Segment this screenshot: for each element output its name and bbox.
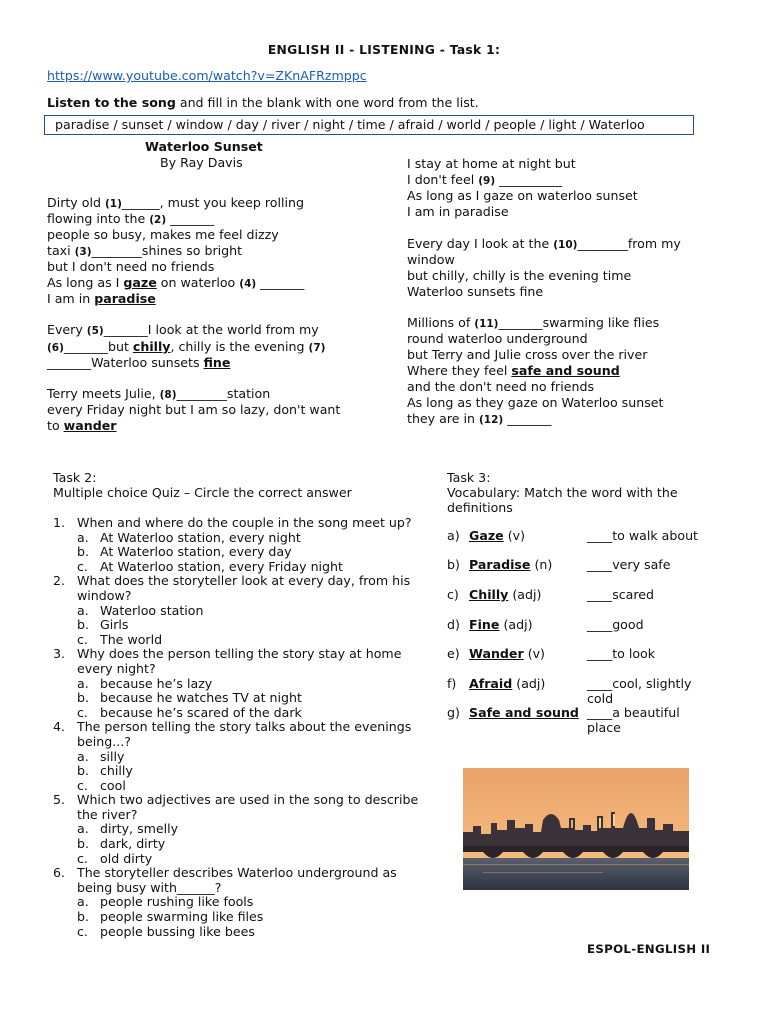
lyric-line: but chilly, chilly is the evening time bbox=[407, 268, 632, 283]
quiz-question: 6. The storyteller describes Waterloo underground as being busy with______? bbox=[53, 865, 397, 895]
lyric-line: I am in paradise bbox=[407, 204, 509, 219]
quiz-option[interactable]: a. because he’s lazy bbox=[77, 675, 213, 691]
lyric-line: but I don't need no friends bbox=[47, 259, 215, 274]
quiz-option[interactable]: b. because he watches TV at night bbox=[77, 690, 302, 706]
quiz-question: 3. Why does the person telling the story stay at home every night? bbox=[53, 646, 402, 676]
quiz-option[interactable]: c. old dirty bbox=[77, 850, 153, 866]
task3-heading: Task 3: bbox=[447, 470, 491, 485]
quiz-option[interactable]: c. The world bbox=[77, 631, 163, 647]
footer-label: ESPOL-ENGLISH II bbox=[587, 942, 711, 956]
lyric-line: but Terry and Julie cross over the river bbox=[407, 347, 648, 362]
quiz-question: 2. What does the storyteller look at every day, from his window? bbox=[53, 573, 411, 603]
vocab-list bbox=[447, 529, 717, 739]
lyric-line: I stay at home at night but bbox=[407, 156, 576, 171]
lyric-line: _______Waterloo sunsets fine bbox=[47, 355, 231, 370]
word-list-box: paradise / sunset / window / day / river / night / time / afraid / world / people / light / Waterloo bbox=[44, 115, 694, 135]
task2-subheading: Multiple choice Quiz – Circle the correct answer bbox=[53, 485, 352, 500]
lyric-line: I am in paradise bbox=[47, 291, 156, 306]
lyric-line: round waterloo underground bbox=[407, 331, 588, 346]
lyric-line: flowing into the (2) _______ bbox=[47, 211, 215, 226]
vocab-row: b) Paradise (n) ____very safe bbox=[447, 557, 671, 572]
london-sunset-photo bbox=[463, 768, 689, 890]
lyric-line: taxi (3)________shines so bright bbox=[47, 243, 243, 258]
lyric-line: As long as they gaze on Waterloo sunset bbox=[407, 395, 664, 410]
task3-subheading: Vocabulary: Match the word with the definitions bbox=[447, 485, 678, 515]
quiz-option[interactable]: a. people rushing like fools bbox=[77, 894, 254, 910]
lyric-line: and the don't need no friends bbox=[407, 379, 595, 394]
lyric-line: to wander bbox=[47, 418, 117, 433]
quiz-option[interactable]: a. dirty, smelly bbox=[77, 821, 179, 837]
quiz-option[interactable]: c. At Waterloo station, every Friday night bbox=[77, 558, 343, 574]
vocab-row: c) Chilly (adj) ____scared bbox=[447, 587, 655, 602]
lyric-line: Every (5)_______I look at the world from my bbox=[47, 322, 319, 337]
quiz-option[interactable]: c. cool bbox=[77, 777, 126, 793]
lyric-line: I don't feel (9) __________ bbox=[407, 172, 563, 187]
lyric-line: window bbox=[407, 252, 455, 267]
quiz-option[interactable]: a. At Waterloo station, every night bbox=[77, 529, 301, 545]
lyric-line: As long as I gaze on waterloo (4) _______ bbox=[47, 275, 305, 290]
page-title: ENGLISH II - LISTENING - Task 1: bbox=[267, 43, 501, 57]
quiz-question: 5. Which two adjectives are used in the song to describe the river? bbox=[53, 792, 419, 822]
youtube-link[interactable]: https://www.youtube.com/watch?v=ZKnAFRzmppc bbox=[47, 68, 367, 83]
lyric-line: Dirty old (1)______, must you keep rolling bbox=[47, 195, 304, 210]
lyric-line: Waterloo sunsets fine bbox=[407, 284, 544, 299]
vocab-row: g) Safe and sound ____a beautiful place bbox=[447, 705, 680, 735]
lyric-line: they are in (12) _______ bbox=[407, 411, 552, 426]
lyric-line: As long as I gaze on waterloo sunset bbox=[407, 188, 638, 203]
instructions bbox=[47, 95, 479, 110]
vocab-row: e) Wander (v) ____to look bbox=[447, 646, 656, 661]
quiz-option[interactable]: c. people bussing like bees bbox=[77, 923, 255, 939]
quiz-option[interactable]: b. At Waterloo station, every day bbox=[77, 544, 292, 560]
quiz-option[interactable]: a. silly bbox=[77, 748, 125, 764]
quiz-option[interactable]: b. chilly bbox=[77, 763, 133, 779]
lyric-line: Every day I look at the (10)________from my bbox=[407, 236, 681, 251]
song-author: By Ray Davis bbox=[160, 155, 243, 170]
lyric-line: Terry meets Julie, (8)________station bbox=[47, 386, 271, 401]
quiz-option[interactable]: a. Waterloo station bbox=[77, 602, 204, 618]
lyric-line: (6)_______but chilly, chilly is the evening (7) bbox=[47, 339, 326, 354]
skyline-illustration bbox=[463, 768, 689, 890]
quiz-option[interactable]: c. because he’s scared of the dark bbox=[77, 704, 302, 720]
instructions-rest: and fill in the blank with one word from the list. bbox=[175, 95, 479, 110]
quiz-option[interactable]: b. dark, dirty bbox=[77, 836, 166, 852]
quiz-list bbox=[53, 516, 433, 939]
instructions-bold: Listen to the song bbox=[47, 95, 176, 110]
task2-heading: Task 2: bbox=[53, 470, 97, 485]
vocab-row: f) Afraid (adj) ____cool, slightly cold bbox=[447, 676, 692, 706]
lyric-line: every Friday night but I am so lazy, don't want bbox=[47, 402, 341, 417]
quiz-option[interactable]: b. people swarming like files bbox=[77, 909, 264, 925]
quiz-question: 4. The person telling the story talks about the evenings being...? bbox=[53, 719, 412, 749]
lyric-line: people so busy, makes me feel dizzy bbox=[47, 227, 279, 242]
lyric-line: Millions of (11)_______swarming like flies bbox=[407, 315, 660, 330]
vocab-row: d) Fine (adj) ____good bbox=[447, 617, 644, 632]
quiz-option[interactable]: b. Girls bbox=[77, 617, 129, 633]
vocab-row: a) Gaze (v) ____to walk about bbox=[447, 528, 698, 543]
lyric-line: Where they feel safe and sound bbox=[407, 363, 620, 378]
quiz-question: 1. When and where do the couple in the song meet up? bbox=[53, 515, 412, 530]
song-title: Waterloo Sunset bbox=[145, 139, 263, 154]
